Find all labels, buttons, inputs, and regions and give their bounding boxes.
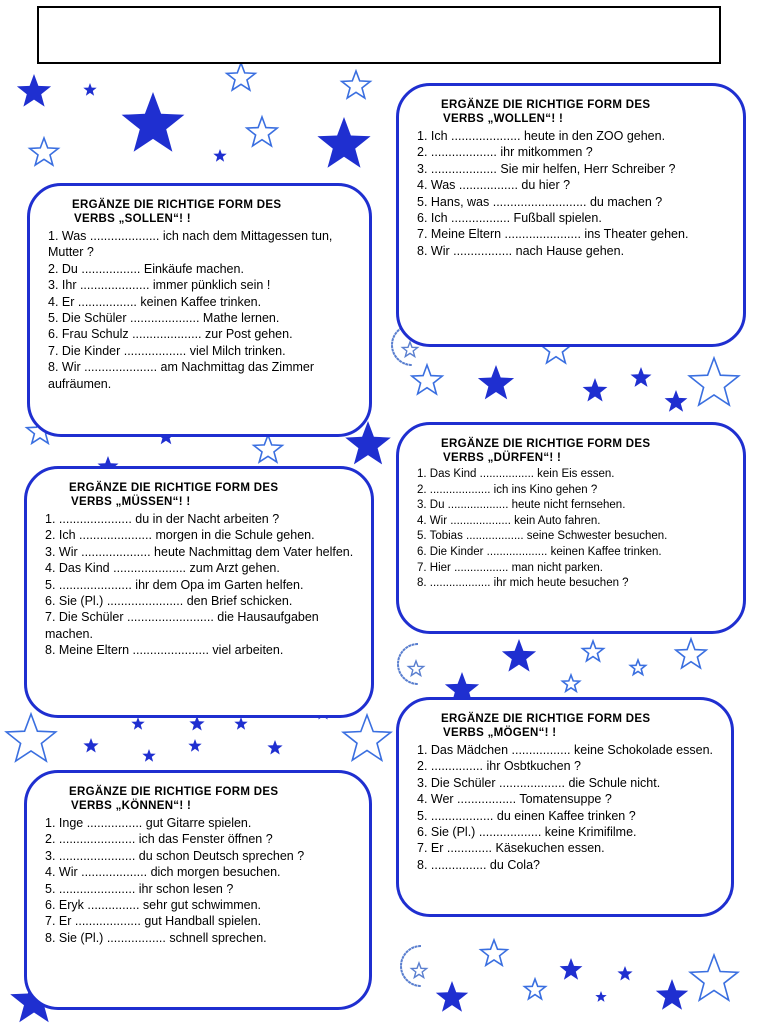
exercise-item: 4. Wer ................. Tomatensuppe ?	[417, 792, 612, 807]
duerfen-heading: ERGÄNZE DIE RICHTIGE FORM DES VERBS „DÜRFEN“! !	[441, 438, 651, 464]
moegen-exercise-list	[417, 742, 715, 873]
filled-star-icon	[631, 367, 652, 387]
outline-star-icon	[583, 641, 604, 661]
filled-star-icon	[583, 378, 608, 402]
sollen-exercise-box	[27, 183, 372, 437]
exercise-item: 7. Er ............. Käsekuchen essen.	[417, 841, 605, 856]
duerfen-exercise-box	[396, 422, 746, 634]
exercise-item: 5. .................. du einen Kaffee trinken ?	[417, 808, 636, 823]
filled-star-icon	[188, 739, 201, 752]
outline-star-icon	[690, 955, 738, 1000]
exercise-item: 1. Ich .................... heute in den ZOO gehen.	[417, 129, 666, 143]
moon-star-icon	[402, 342, 417, 357]
exercise-item: 8. ................ du Cola?	[417, 857, 540, 872]
exercise-item: 3. ................... Sie mir helfen, Herr Schreiber ?	[417, 161, 676, 176]
filled-star-icon	[595, 991, 606, 1002]
exercise-item: 6. Sie (Pl.) .................. keine Krimifilme.	[417, 825, 637, 840]
koennen-exercise-list	[45, 815, 353, 946]
filled-star-icon	[122, 92, 185, 152]
exercise-item: 5. Hans, was ........................... du machen ?	[417, 194, 663, 209]
moon-star-icon	[411, 963, 426, 978]
outline-star-icon	[254, 435, 283, 462]
exercise-item: 7. Die Schüler ......................... die Hausaufgaben machen.	[45, 610, 319, 641]
outline-star-icon	[689, 358, 738, 405]
wollen-exercise-box	[396, 83, 746, 347]
exercise-item: 5. ...................... ihr schon lesen ?	[45, 881, 234, 896]
sollen-exercise-list	[48, 228, 353, 392]
exercise-item: 4. Er ................. keinen Kaffee trinken.	[48, 294, 262, 309]
exercise-item: 8. Meine Eltern ...................... viel arbeiten.	[45, 643, 284, 658]
exercise-item: 2. Du ................. Einkäufe machen.	[48, 261, 244, 276]
exercise-item: 8. Wir ..................... am Nachmittag das Zimmer aufräumen.	[48, 360, 315, 391]
exercise-item: 2. ................... ich ins Kino gehen ?	[417, 483, 598, 496]
exercise-item: 1. Was .................... ich nach dem Mittagessen tun, Mutter ?	[48, 229, 333, 260]
muessen-exercise-box	[24, 466, 374, 718]
filled-star-icon	[189, 716, 204, 731]
exercise-item: 2. Ich ..................... morgen in die Schule gehen.	[45, 528, 315, 543]
outline-star-icon	[630, 660, 645, 675]
filled-star-icon	[478, 365, 514, 399]
outline-star-icon	[30, 138, 59, 165]
outline-star-icon	[562, 675, 579, 691]
exercise-item: 1. Das Kind ................. kein Eis essen.	[417, 468, 615, 480]
exercise-item: 2. ................... ihr mitkommen ?	[417, 145, 593, 160]
exercise-item: 7. Hier ................. man nicht parken.	[417, 561, 603, 574]
wollen-heading: ERGÄNZE DIE RICHTIGE FORM DES VERBS „WOLLEN“! !	[441, 99, 651, 125]
exercise-item: 7. Er ................... gut Handball spielen.	[45, 914, 262, 929]
duerfen-exercise-list	[417, 467, 727, 592]
exercise-item: 7. Die Kinder .................. viel Milch trinken.	[48, 343, 286, 358]
exercise-item: 6. Frau Schulz .................... zur Post gehen.	[48, 327, 293, 342]
outline-star-icon	[676, 639, 706, 668]
koennen-exercise-box	[24, 770, 372, 1010]
exercise-item: 6. Die Kinder ................... keinen Kaffee trinken.	[417, 545, 662, 558]
muessen-heading: ERGÄNZE DIE RICHTIGE FORM DES VERBS „MÜSSEN“! !	[69, 482, 279, 508]
moegen-heading: ERGÄNZE DIE RICHTIGE FORM DES VERBS „MÖGEN“! !	[441, 713, 651, 739]
outline-star-icon	[412, 365, 442, 394]
filled-star-icon	[17, 74, 51, 107]
filled-star-icon	[267, 740, 282, 755]
exercise-item: 7. Meine Eltern ...................... ins Theater gehen.	[417, 227, 689, 242]
exercise-item: 1. Inge ................ gut Gitarre spielen.	[45, 816, 252, 830]
exercise-item: 8. Wir ................. nach Hause gehen.	[417, 243, 625, 258]
filled-star-icon	[502, 639, 536, 672]
filled-star-icon	[665, 390, 688, 412]
worksheet-title-box	[37, 6, 721, 64]
exercise-item: 4. Wir ................... dich morgen besuchen.	[45, 865, 281, 880]
sollen-heading: ERGÄNZE DIE RICHTIGE FORM DES VERBS „SOLLEN“! !	[72, 199, 282, 225]
outline-star-icon	[227, 63, 256, 90]
exercise-item: 8. Sie (Pl.) ................. schnell sprechen.	[45, 930, 267, 945]
exercise-item: 5. ..................... ihr dem Opa im Garten helfen.	[45, 577, 304, 592]
koennen-heading: ERGÄNZE DIE RICHTIGE FORM DES VERBS „KÖNNEN“! !	[69, 786, 279, 812]
exercise-item: 3. Die Schüler ................... die Schule nicht.	[417, 775, 661, 790]
filled-star-icon	[142, 749, 155, 762]
exercise-item: 4. Das Kind ..................... zum Arzt gehen.	[45, 561, 280, 576]
outline-star-icon	[481, 940, 508, 965]
outline-star-icon	[6, 714, 55, 761]
exercise-item: 1. ..................... du in der Nacht arbeiten ?	[45, 512, 280, 526]
exercise-item: 5. Die Schüler .................... Mathe lernen.	[48, 311, 280, 326]
filled-star-icon	[131, 717, 144, 730]
muessen-exercise-list	[45, 511, 355, 659]
exercise-item: 3. Wir .................... heute Nachmittag dem Vater helfen.	[45, 544, 354, 559]
filled-star-icon	[436, 981, 468, 1012]
outline-star-icon	[342, 71, 371, 98]
exercise-item: 6. Eryk ............... sehr gut schwimmen.	[45, 898, 262, 913]
exercise-item: 3. Ihr .................... immer pünklich sein !	[48, 278, 271, 293]
filled-star-icon	[234, 717, 247, 730]
exercise-item: 5. Tobias .................. seine Schwester besuchen.	[417, 530, 668, 543]
filled-star-icon	[83, 738, 98, 753]
wollen-exercise-list	[417, 128, 727, 259]
outline-star-icon	[525, 979, 546, 999]
outline-star-icon	[247, 117, 277, 146]
exercise-item: 6. Sie (Pl.) ...................... den Brief schicken.	[45, 594, 293, 609]
exercise-item: 6. Ich ................. Fußball spielen.	[417, 211, 602, 226]
filled-star-icon	[83, 83, 96, 96]
exercise-item: 2. ...................... ich das Fenster öffnen ?	[45, 832, 273, 847]
filled-star-icon	[213, 149, 226, 162]
filled-star-icon	[560, 958, 583, 980]
exercise-item: 4. Was ................. du hier ?	[417, 178, 571, 193]
moegen-exercise-box	[396, 697, 734, 917]
moon-star-icon	[408, 661, 423, 676]
exercise-item: 4. Wir ................... kein Auto fahren.	[417, 514, 601, 527]
exercise-item: 3. ...................... du schon Deutsch sprechen ?	[45, 848, 305, 863]
exercise-item: 2. ............... ihr Osbtkuchen ?	[417, 759, 581, 774]
filled-star-icon	[317, 117, 370, 168]
exercise-item: 3. Du ................... heute nicht fernsehen.	[417, 499, 626, 512]
exercise-item: 8. ................... ihr mich heute besuchen ?	[417, 577, 629, 590]
exercise-item: 1. Das Mädchen ................. keine Schokolade essen.	[417, 743, 713, 757]
outline-star-icon	[343, 715, 391, 760]
filled-star-icon	[617, 966, 632, 981]
filled-star-icon	[656, 979, 688, 1010]
